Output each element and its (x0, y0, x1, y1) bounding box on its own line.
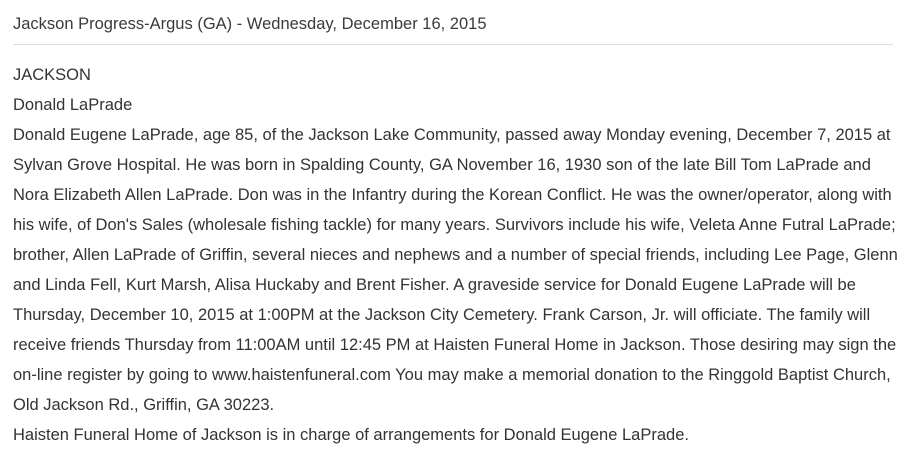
body-line: on-line register by going to www.haistenfuneral.com You may make a memorial donation to the Ringgold Baptist Church, (13, 366, 891, 384)
body-line: Sylvan Grove Hospital. He was born in Spalding County, GA November 16, 1930 son of the late Bill Tom LaPrade and (13, 156, 871, 174)
obituary-article (13, 60, 903, 450)
body-line: Thursday, December 10, 2015 at 1:00PM at the Jackson City Cemetery. Frank Carson, Jr. will officiate. The family will (13, 306, 871, 324)
body-line: receive friends Thursday from 11:00AM until 12:45 PM at Haisten Funeral Home in Jackson. Those desiring may sign the (13, 336, 897, 354)
body-line: and Linda Fell, Kurt Marsh, Alisa Huckaby and Brent Fisher. A graveside service for Donald Eugene LaPrade will be (13, 276, 856, 294)
body-line: Donald Eugene LaPrade, age 85, of the Jackson Lake Community, passed away Monday evening, December 7, 2015 at (13, 126, 891, 144)
publication-source-date: Jackson Progress-Argus (GA) - Wednesday, December 16, 2015 (13, 15, 487, 33)
body-line: Nora Elizabeth Allen LaPrade. Don was in the Infantry during the Korean Conflict. He was the owner/operator, along with (13, 186, 892, 204)
closing-line: Haisten Funeral Home of Jackson is in charge of arrangements for Donald Eugene LaPrade. (13, 426, 689, 444)
body-line: brother, Allen LaPrade of Griffin, several nieces and nephews and a number of special friends, including Lee Page, Glenn (13, 246, 898, 264)
header (13, 12, 893, 45)
body-line: his wife, of Don's Sales (wholesale fishing tackle) for many years. Survivors include his wife, Veleta Anne Futral LaPrade; (13, 216, 896, 234)
deceased-name: Donald LaPrade (13, 96, 133, 114)
body-line: Old Jackson Rd., Griffin, GA 30223. (13, 396, 275, 414)
location-heading: JACKSON (13, 66, 91, 84)
